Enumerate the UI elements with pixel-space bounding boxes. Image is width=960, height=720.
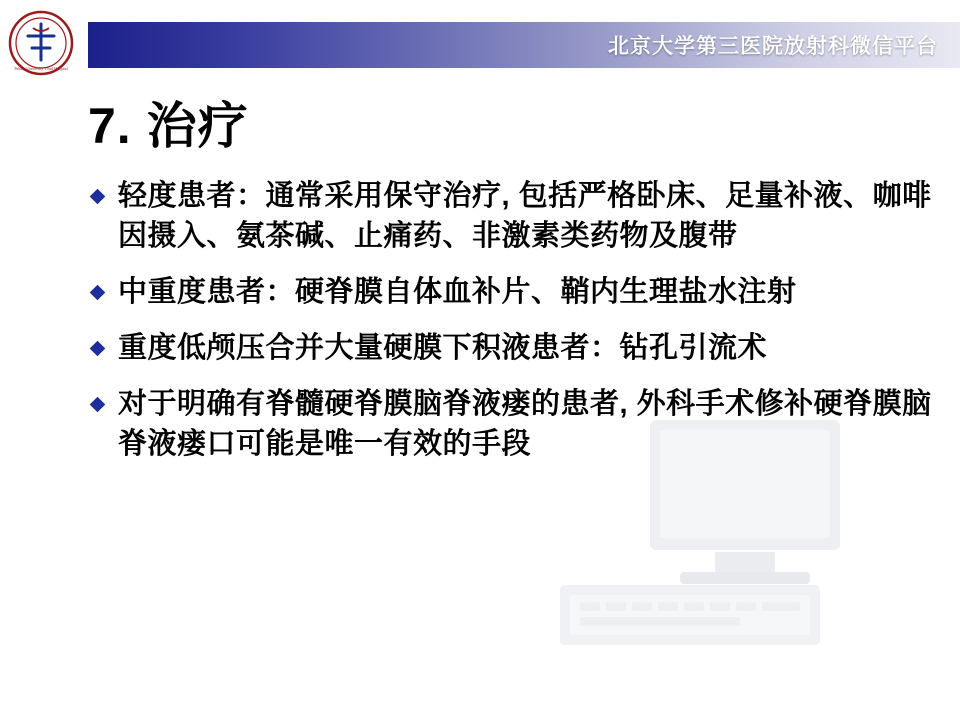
page-title: 7. 治疗 — [88, 98, 249, 154]
diamond-bullet-icon — [92, 384, 118, 413]
list-item — [92, 272, 932, 312]
list-item-text: 轻度患者：通常采用保守治疗, 包括严格卧床、足量补液、咖啡因摄入、氨茶碱、止痛药、非激素类药物及腹带 — [118, 180, 932, 253]
list-item-text: 对于明确有脊髓硬脊膜脑脊液瘘的患者, 外科手术修补硬脊膜脑脊液瘘口可能是唯一有效的手段 — [118, 388, 932, 461]
diamond-bullet-icon — [92, 176, 118, 205]
bullet-list — [92, 176, 932, 480]
list-item — [92, 176, 932, 256]
hospital-logo-icon — [8, 10, 74, 76]
svg-text:Peking University Third Hospit: Peking University Third Hospital — [14, 66, 68, 71]
list-item — [92, 384, 932, 464]
header-bar — [88, 22, 960, 68]
diamond-bullet-icon — [92, 272, 118, 301]
diamond-bullet-icon — [92, 328, 118, 357]
list-item-text: 重度低颅压合并大量硬膜下积液患者：钻孔引流术 — [118, 332, 768, 365]
list-item-text: 中重度患者：硬脊膜自体血补片、鞘内生理盐水注射 — [118, 276, 797, 309]
list-item — [92, 328, 932, 368]
header-title: 北京大学第三医院放射科微信平台 — [608, 35, 938, 58]
